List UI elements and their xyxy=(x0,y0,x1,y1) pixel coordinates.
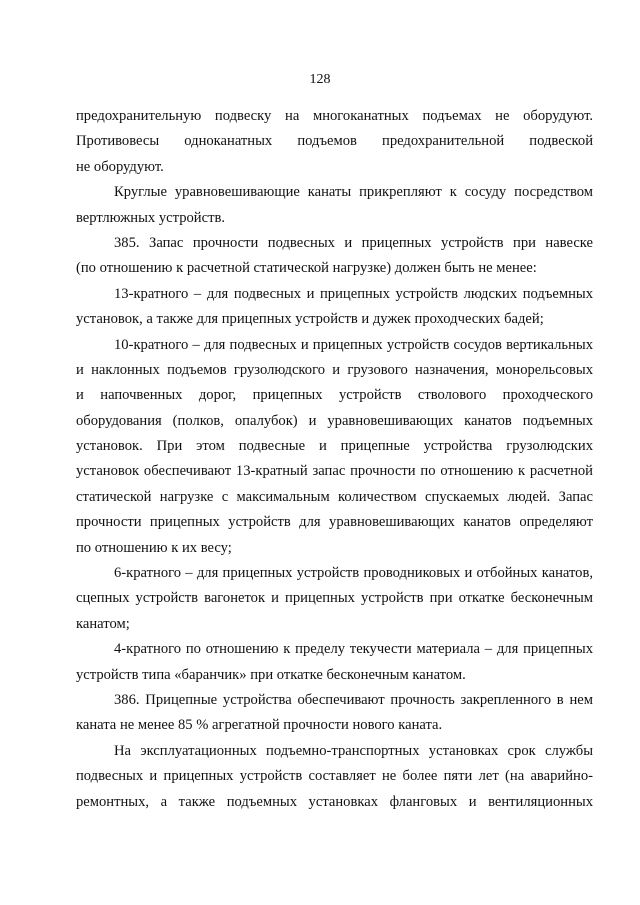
text-line: ремонтных, а также подъемных установках фланговых и вентиляционных xyxy=(76,793,593,810)
text-line: канатом; xyxy=(76,615,130,632)
text-line: 4-кратного по отношению к пределу текучести материала – для прицепных xyxy=(114,641,593,658)
text-line: и наклонных подъемов грузолюдского и грузового назначения, монорельсовых xyxy=(76,361,593,378)
text-line: по отношению к их весу; xyxy=(76,539,232,556)
text-line: (по отношению к расчетной статической нагрузке) должен быть не менее: xyxy=(76,260,537,277)
text-line: На эксплуатационных подъемно-транспортных установках срок службы xyxy=(114,742,593,759)
text-line: Противовесы одноканатных подъемов предохранительной подвеской xyxy=(76,133,593,150)
text-line: 386. Прицепные устройства обеспечивают прочность закрепленного в нем xyxy=(114,691,593,708)
text-line: подвесных и прицепных устройств составляет не более пяти лет (на аварийно- xyxy=(76,768,593,785)
text-line: и напочвенных дорог, прицепных устройств стволового проходческого xyxy=(76,387,593,404)
text-line: Круглые уравновешивающие канаты прикрепляют к сосуду посредством xyxy=(114,184,593,201)
text-line: 13-кратного – для подвесных и прицепных устройств людских подъемных xyxy=(114,285,593,302)
text-line: устройств типа «баранчик» при откатке бесконечным канатом. xyxy=(76,666,466,683)
text-line: установок обеспечивают 13-кратный запас прочности по отношению к расчетной xyxy=(76,463,593,480)
text-line: 385. Запас прочности подвесных и прицепных устройств при навеске xyxy=(114,234,593,251)
text-line: каната не менее 85 % агрегатной прочности нового каната. xyxy=(76,717,443,734)
text-line: вертлюжных устройств. xyxy=(76,209,225,226)
text-line: 6-кратного – для прицепных устройств проводниковых и отбойных канатов, xyxy=(114,565,593,582)
page-number: 128 xyxy=(309,72,331,87)
text-line: сцепных устройств вагонеток и прицепных устройств при откатке бесконечным xyxy=(76,590,593,607)
text-line: оборудования (полков, опалубок) и уравновешивающих канатов подъемных xyxy=(76,412,593,429)
text-line: предохранительную подвеску на многоканатных подъемах не оборудуют. xyxy=(76,108,593,124)
text-line: статической нагрузке с максимальным количеством спускаемых людей. Запас xyxy=(76,488,593,505)
text-line: не оборудуют. xyxy=(76,158,164,175)
document-body xyxy=(76,104,593,815)
text-line: установок, а также для прицепных устройств и дужек проходческих бадей; xyxy=(76,311,544,328)
text-line: установок. При этом подвесные и прицепные устройства грузолюдских xyxy=(76,438,593,455)
text-line: 10-кратного – для подвесных и прицепных устройств сосудов вертикальных xyxy=(114,336,593,353)
text-line: прочности прицепных устройств для уравновешивающих канатов определяют xyxy=(76,514,593,531)
